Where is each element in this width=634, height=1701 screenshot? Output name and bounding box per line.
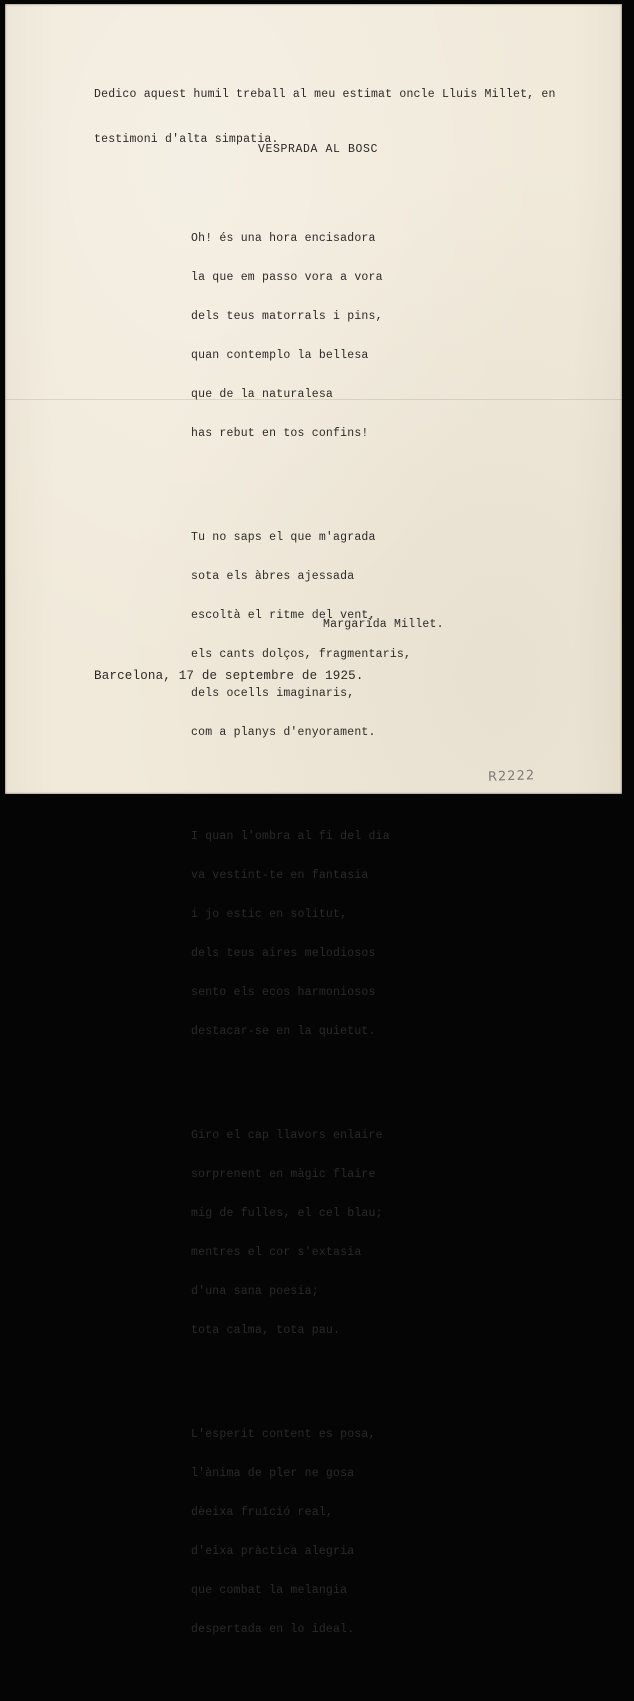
poem-line: sota els àbres ajessada xyxy=(191,570,355,583)
place-and-date: Barcelona, 17 de septembre de 1925. xyxy=(94,669,364,683)
poem-line: mig de fulles, el cel blau; xyxy=(191,1207,383,1220)
poem-line: dels teus aires melodiosos xyxy=(191,947,376,960)
poem-line: dèeixa fruïció real, xyxy=(191,1506,334,1519)
dedication-paragraph xyxy=(94,57,594,177)
poem-line: sorprenent en màgic flaire xyxy=(191,1168,376,1181)
poem-line: L'esperit content es posa, xyxy=(191,1428,376,1441)
poem-stanza-5 xyxy=(191,1402,411,1662)
poem-line: els cants dolços, fragmentaris, xyxy=(191,648,412,661)
typewritten-page xyxy=(5,4,622,1636)
poem-line: que de la naturalesa xyxy=(191,388,334,401)
poem-line: Giro el cap llavors enlaire xyxy=(191,1129,383,1142)
poem-line: mentres el cor s'extasia xyxy=(191,1246,362,1259)
poem-line: Oh! és una hora encisadora xyxy=(191,232,376,245)
poem-line: Tu no saps el que m'agrada xyxy=(191,531,376,544)
poem-line: quan contemplo la bellesa xyxy=(191,349,369,362)
poem-line: que combat la melangia xyxy=(191,1584,348,1597)
poem-line: tota calma, tota pau. xyxy=(191,1324,341,1337)
poem-line: destacar-se en la quietut. xyxy=(191,1025,376,1038)
poem-line: com a planys d'enyorament. xyxy=(191,726,376,739)
poem-line: la que em passo vora a vora xyxy=(191,271,383,284)
poem-stanza-2 xyxy=(191,505,411,765)
poem-line: despertada en lo ideal. xyxy=(191,1623,355,1636)
poem-line: va vestint-te en fantasia xyxy=(191,869,369,882)
poem-stanza-1 xyxy=(191,206,411,466)
poem-line: dels teus matorrals i pins, xyxy=(191,310,383,323)
poem-line: d'eixa pràctica alegria xyxy=(191,1545,355,1558)
poem-stanza-3 xyxy=(191,804,411,1064)
poem-stanza-4 xyxy=(191,1103,411,1363)
poem-line: I quan l'ombra al fi del dia xyxy=(191,830,390,843)
dedication-line: testimoni d'alta simpatia. xyxy=(94,133,279,146)
dedication-line: Dedico aquest humil treball al meu estimat oncle Lluis Millet, en xyxy=(94,88,556,101)
poem-title: VESPRADA AL BOSC xyxy=(258,143,379,156)
poem-body xyxy=(191,180,411,1701)
archive-reference-mark: R2222 xyxy=(487,768,536,785)
poem-line: has rebut en tos confins! xyxy=(191,427,369,440)
poem-line: d'una sana poesia; xyxy=(191,1285,319,1298)
author-signature: Margarida Millet. xyxy=(323,618,444,631)
poem-line: l'ànima de pler ne gosa xyxy=(191,1467,355,1480)
poem-line: dels ocells imaginaris, xyxy=(191,687,355,700)
poem-line: sento els ecos harmoniosos xyxy=(191,986,376,999)
poem-line: escoltà el ritme del vent, xyxy=(191,609,376,622)
poem-line: i jo estic en solitut, xyxy=(191,908,348,921)
